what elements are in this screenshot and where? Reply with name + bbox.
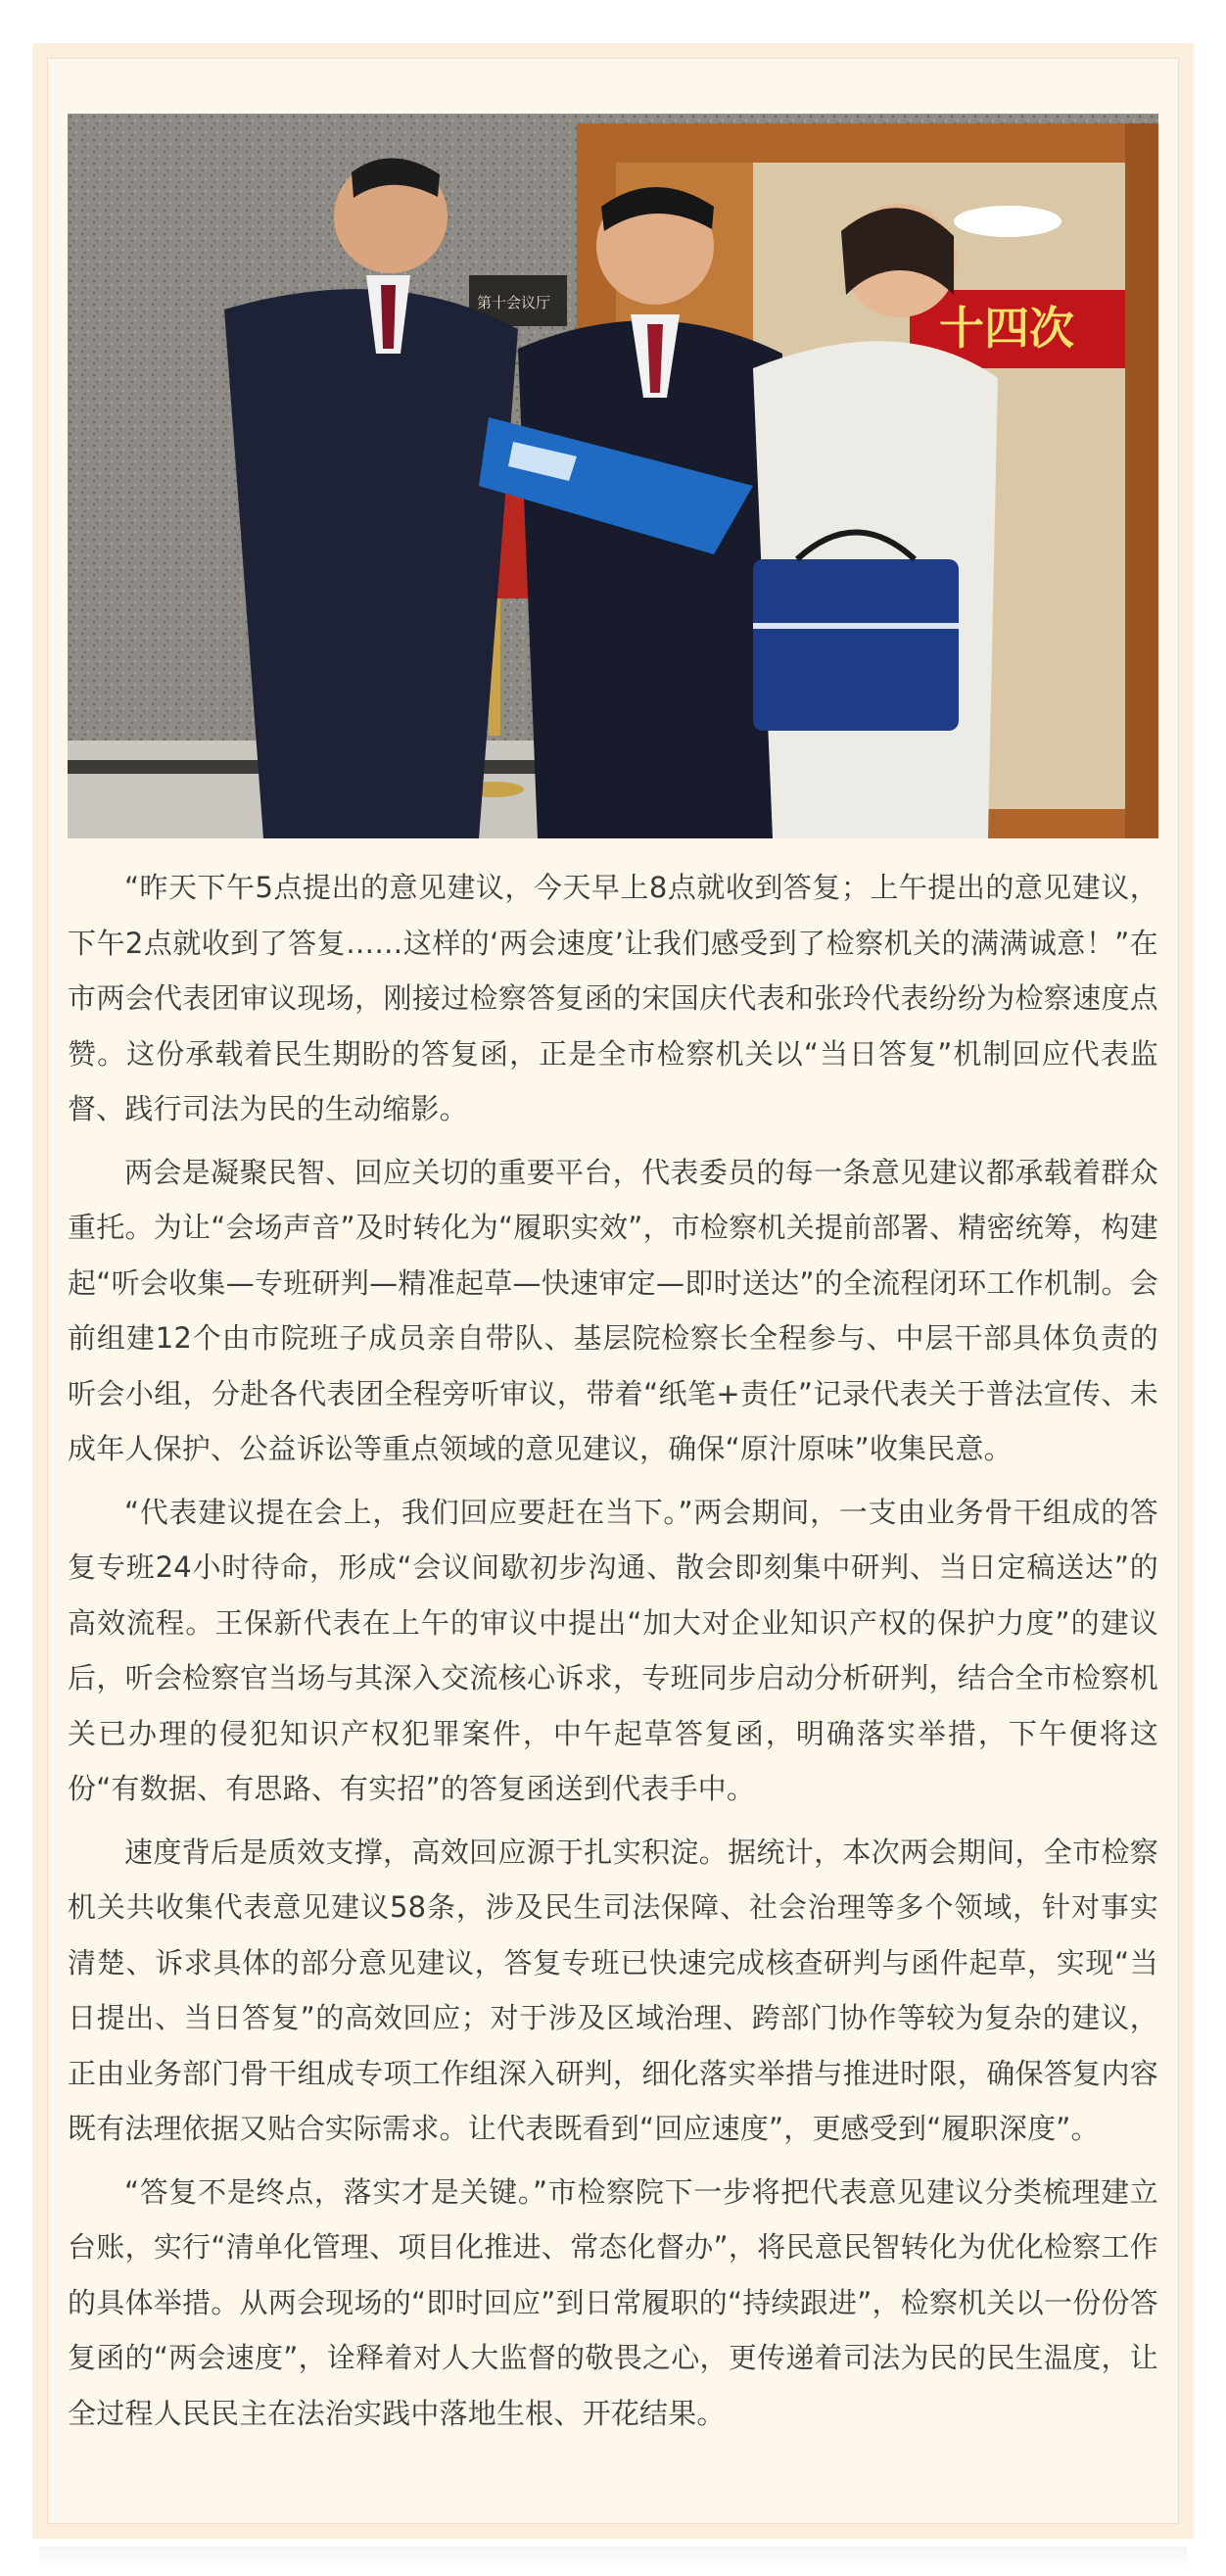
paragraph-1: “昨天下午5点提出的意见建议，今天早上8点就收到答复；上午提出的意见建议，下午2点就收到了答复……这样的‘两会速度’让我们感受到了检察机关的满满诚意！”在市两会代表团审议现场，刚接过检察答复函的宋国庆代表和张玲代表纷纷为检察速度点赞。这份承载着民生期盼的答复函，正是全市检察机关以“当日答复”机制回应代表监督、践行司法为民的生动缩影。 [68, 871, 1158, 1125]
article-body [68, 860, 1158, 2449]
article-panel [47, 58, 1179, 2524]
paragraph-2: 两会是凝聚民智、回应关切的重要平台，代表委员的每一条意见建议都承载着群众重托。为让“会场声音”及时转化为“履职实效”，市检察机关提前部署、精密统筹，构建起“听会收集—专班研判—精准起草—快速审定—即时送达”的全流程闭环工作机制。会前组建12个由市院班子成员亲自带队、基层院检察长全程参与、中层干部具体负责的听会小组，分赴各代表团全程旁听审议，带着“纸笔+责任”记录代表关于普法宣传、未成年人保护、公益诉讼等重点领域的意见建议，确保“原汁原味”收集民意。 [68, 1155, 1158, 1465]
room-sign-text: 第十会议厅 [477, 294, 551, 311]
news-photo [68, 114, 1158, 838]
photo-image-icon [68, 114, 1158, 838]
paragraph-4: 速度背后是质效支撑，高效回应源于扎实积淀。据统计，本次两会期间，全市检察机关共收集代表意见建议58条，涉及民生司法保障、社会治理等多个领域，针对事实清楚、诉求具体的部分意见建议，答复专班已快速完成核查研判与函件起草，实现“当日提出、当日答复”的高效回应；对于涉及区域治理、跨部门协作等较为复杂的建议，正由业务部门骨干组成专项工作组深入研判，细化落实举措与推进时限，确保答复内容既有法理依据又贴合实际需求。让代表既看到“回应速度”，更感受到“履职深度”。 [68, 1835, 1158, 2145]
page-bottom-divider [39, 2547, 1187, 2568]
paragraph-3: “代表建议提在会上，我们回应要赶在当下。”两会期间，一支由业务骨干组成的答复专班24小时待命，形成“会议间歇初步沟通、散会即刻集中研判、当日定稿送达”的高效流程。王保新代表在上午的审议中提出“加大对企业知识产权的保护力度”的建议后，听会检察官当场与其深入交流核心诉求，专班同步启动分析研判，结合全市检察机关已办理的侵犯知识产权犯罪案件，中午起草答复函，明确落实举措，下午便将这份“有数据、有思路、有实招”的答复函送到代表手中。 [68, 1495, 1158, 1805]
banner-text: 十四次 [939, 302, 1074, 355]
article-frame [32, 43, 1194, 2539]
bag-icon [753, 559, 959, 731]
paragraph-5: “答复不是终点，落实才是关键。”市检察院下一步将把代表意见建议分类梳理建立台账，实行“清单化管理、项目化推进、常态化督办”，将民意民智转化为优化检察工作的具体举措。从两会现场的“即时回应”到日常履职的“持续跟进”，检察机关以一份份答复函的“两会速度”，诠释着对人大监督的敬畏之心，更传递着司法为民的民生温度，让全过程人民民主在法治实践中落地生根、开花结果。 [68, 2174, 1158, 2430]
